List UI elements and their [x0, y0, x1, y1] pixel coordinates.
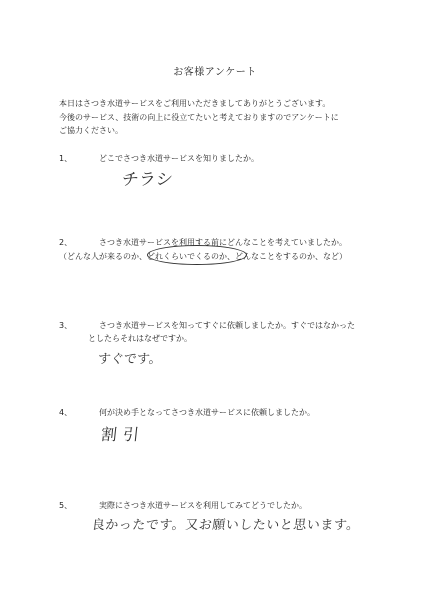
- question-text: 実際にさつき水道サービスを利用してみてどうでしたか。: [99, 501, 307, 510]
- question-number: 2、: [59, 238, 73, 247]
- question-text: 何が決め手となってさつき水道サービスに依頼しましたか。: [99, 408, 315, 417]
- intro-line: 本日はさつき水道サービスをご利用いただきましてありがとうございます。: [59, 99, 331, 108]
- intro-text: [59, 97, 389, 138]
- question-text: さつき水道サービスを知ってすぐに依頼しましたか。すぐではなかった: [99, 321, 355, 330]
- intro-line: ご協力ください。: [59, 126, 123, 135]
- answer-4-handwritten: 割引: [99, 425, 146, 444]
- question-number: 1、: [59, 154, 73, 163]
- question-subtext: （どんな人が来るのか、どれくらいでくるのか、どんなことをするのか、など）: [59, 252, 347, 261]
- answer-3-handwritten: すぐです。: [97, 352, 163, 367]
- intro-line: 今後のサービス、技術の向上に役立てたいと考えておりますのでアンケートに: [59, 112, 339, 122]
- question-number: 5、: [59, 501, 73, 510]
- question-number: 4、: [59, 408, 73, 417]
- question-subtext: としたらそれはなぜですか。: [88, 334, 192, 343]
- question-text: さつき水道サービスを利用する前にどんなことを考えていましたか。: [99, 238, 347, 247]
- question-number: 3、: [59, 321, 73, 330]
- answer-2-circle-mark: [147, 245, 247, 265]
- answer-5-handwritten: 良かったです。又お願いしたいと思います。: [91, 518, 361, 533]
- answer-1-handwritten: チラシ: [120, 170, 174, 190]
- page-title: お客様アンケート: [173, 67, 257, 78]
- question-text: どこでさつき水道サービスを知りましたか。: [99, 154, 259, 163]
